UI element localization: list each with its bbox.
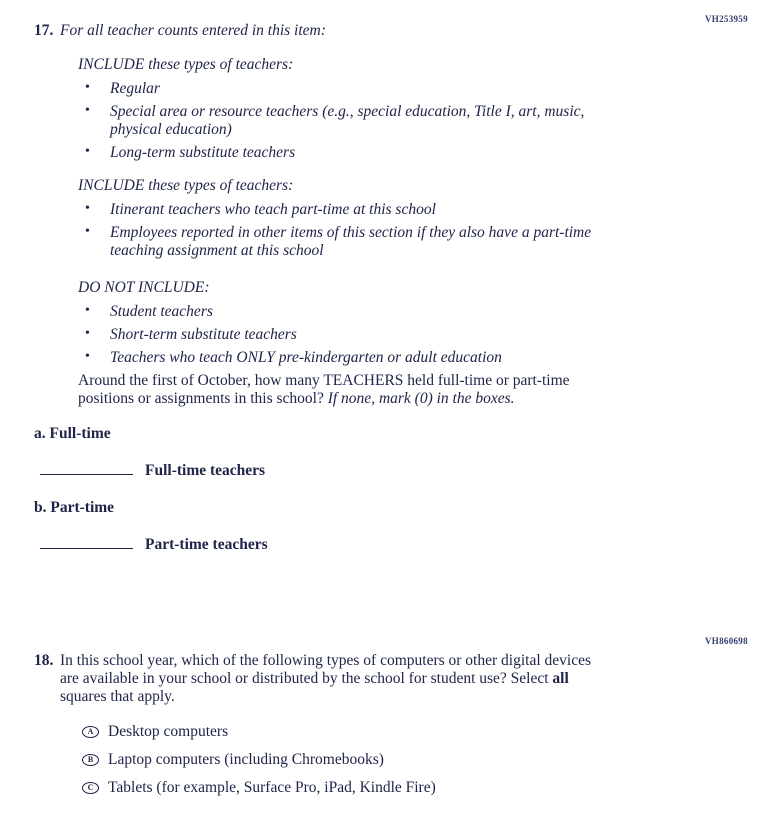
part-b-field-label: Part-time teachers <box>145 536 268 553</box>
bullet-text: Employees reported in other items of this section if they also have a part-time teaching assignment at this school <box>110 224 592 259</box>
include-list-1 <box>78 80 620 162</box>
bullet-text: Long-term substitute teachers <box>110 144 296 161</box>
bullet-item <box>78 326 620 344</box>
bullet-text: Short-term substitute teachers <box>110 326 297 343</box>
bullet-item <box>78 303 620 321</box>
bullet-text: Itinerant teachers who teach part-time at this school <box>110 201 436 218</box>
option-row-laptop <box>82 751 620 769</box>
question-17-number: 17. <box>34 22 54 39</box>
bullet-item <box>78 80 620 98</box>
option-label: Tablets (for example, Surface Pro, iPad, Kindle Fire) <box>108 779 436 796</box>
part-a-field-row <box>40 459 742 480</box>
question-18-options <box>82 723 620 797</box>
question-17-intro: For all teacher counts entered in this item: <box>60 22 326 39</box>
question-18-number: 18. <box>34 652 54 669</box>
part-b-field-row <box>40 533 742 554</box>
bullet-icon: • <box>85 103 90 118</box>
answer-bubble-c-icon[interactable]: C <box>82 782 99 794</box>
option-label: Desktop computers <box>108 723 229 740</box>
option-row-tablet <box>82 779 620 797</box>
part-a-field-label: Full-time teachers <box>145 462 266 479</box>
include-heading-1: INCLUDE these types of teachers: <box>78 56 294 73</box>
prompt-regular-text: Around the first of October, how many TEACHERS held full-time or part-time positions or assignments in this school? <box>78 372 570 407</box>
bullet-icon: • <box>85 201 90 216</box>
prompt-italic-text: If none, mark (0) in the boxes. <box>327 390 515 407</box>
option-label: Laptop computers (including Chromebooks) <box>108 751 384 768</box>
question-18-form-code: VH860698 <box>705 636 748 646</box>
bullet-text: Regular <box>110 80 160 97</box>
question-17 <box>34 22 742 554</box>
bullet-item <box>78 224 620 260</box>
part-b-fill-in-blank[interactable] <box>40 533 133 549</box>
bullet-icon: • <box>85 303 90 318</box>
bullet-text: Teachers who teach ONLY pre-kindergarten or adult education <box>110 349 502 366</box>
bullet-item <box>78 349 620 367</box>
answer-bubble-b-icon[interactable]: B <box>82 754 99 766</box>
question-18-text-bold: all <box>552 670 569 687</box>
bullet-icon: • <box>85 144 90 159</box>
bullet-icon: • <box>85 224 90 239</box>
part-b-label: b. Part-time <box>34 499 115 516</box>
bullet-icon: • <box>85 326 90 341</box>
bullet-item <box>78 144 620 162</box>
include-list-2 <box>78 201 620 260</box>
question-18-text <box>60 652 608 706</box>
bullet-icon: • <box>85 349 90 364</box>
do-not-include-heading: DO NOT INCLUDE: <box>78 279 210 296</box>
question-17-prompt <box>78 372 618 408</box>
option-row-desktop <box>82 723 620 741</box>
bullet-item <box>78 201 620 219</box>
question-18-text-start: In this school year, which of the following types of computers or other digital devices are available in your school or distributed by the school for student use? Select <box>60 652 591 687</box>
question-17-answer-parts <box>34 425 742 554</box>
part-a-fill-in-blank[interactable] <box>40 459 133 475</box>
do-not-include-list <box>78 303 620 367</box>
bullet-item <box>78 103 620 139</box>
include-heading-2: INCLUDE these types of teachers: <box>78 177 294 194</box>
answer-bubble-a-icon[interactable]: A <box>82 726 99 738</box>
part-a-label: a. Full-time <box>34 425 111 442</box>
question-17-form-code: VH253959 <box>705 14 748 24</box>
bullet-icon: • <box>85 80 90 95</box>
question-18-text-end: squares that apply. <box>60 688 175 705</box>
question-18 <box>34 652 742 807</box>
bullet-text: Special area or resource teachers (e.g., special education, Title I, art, music, physical education) <box>110 103 585 138</box>
bullet-text: Student teachers <box>110 303 213 320</box>
